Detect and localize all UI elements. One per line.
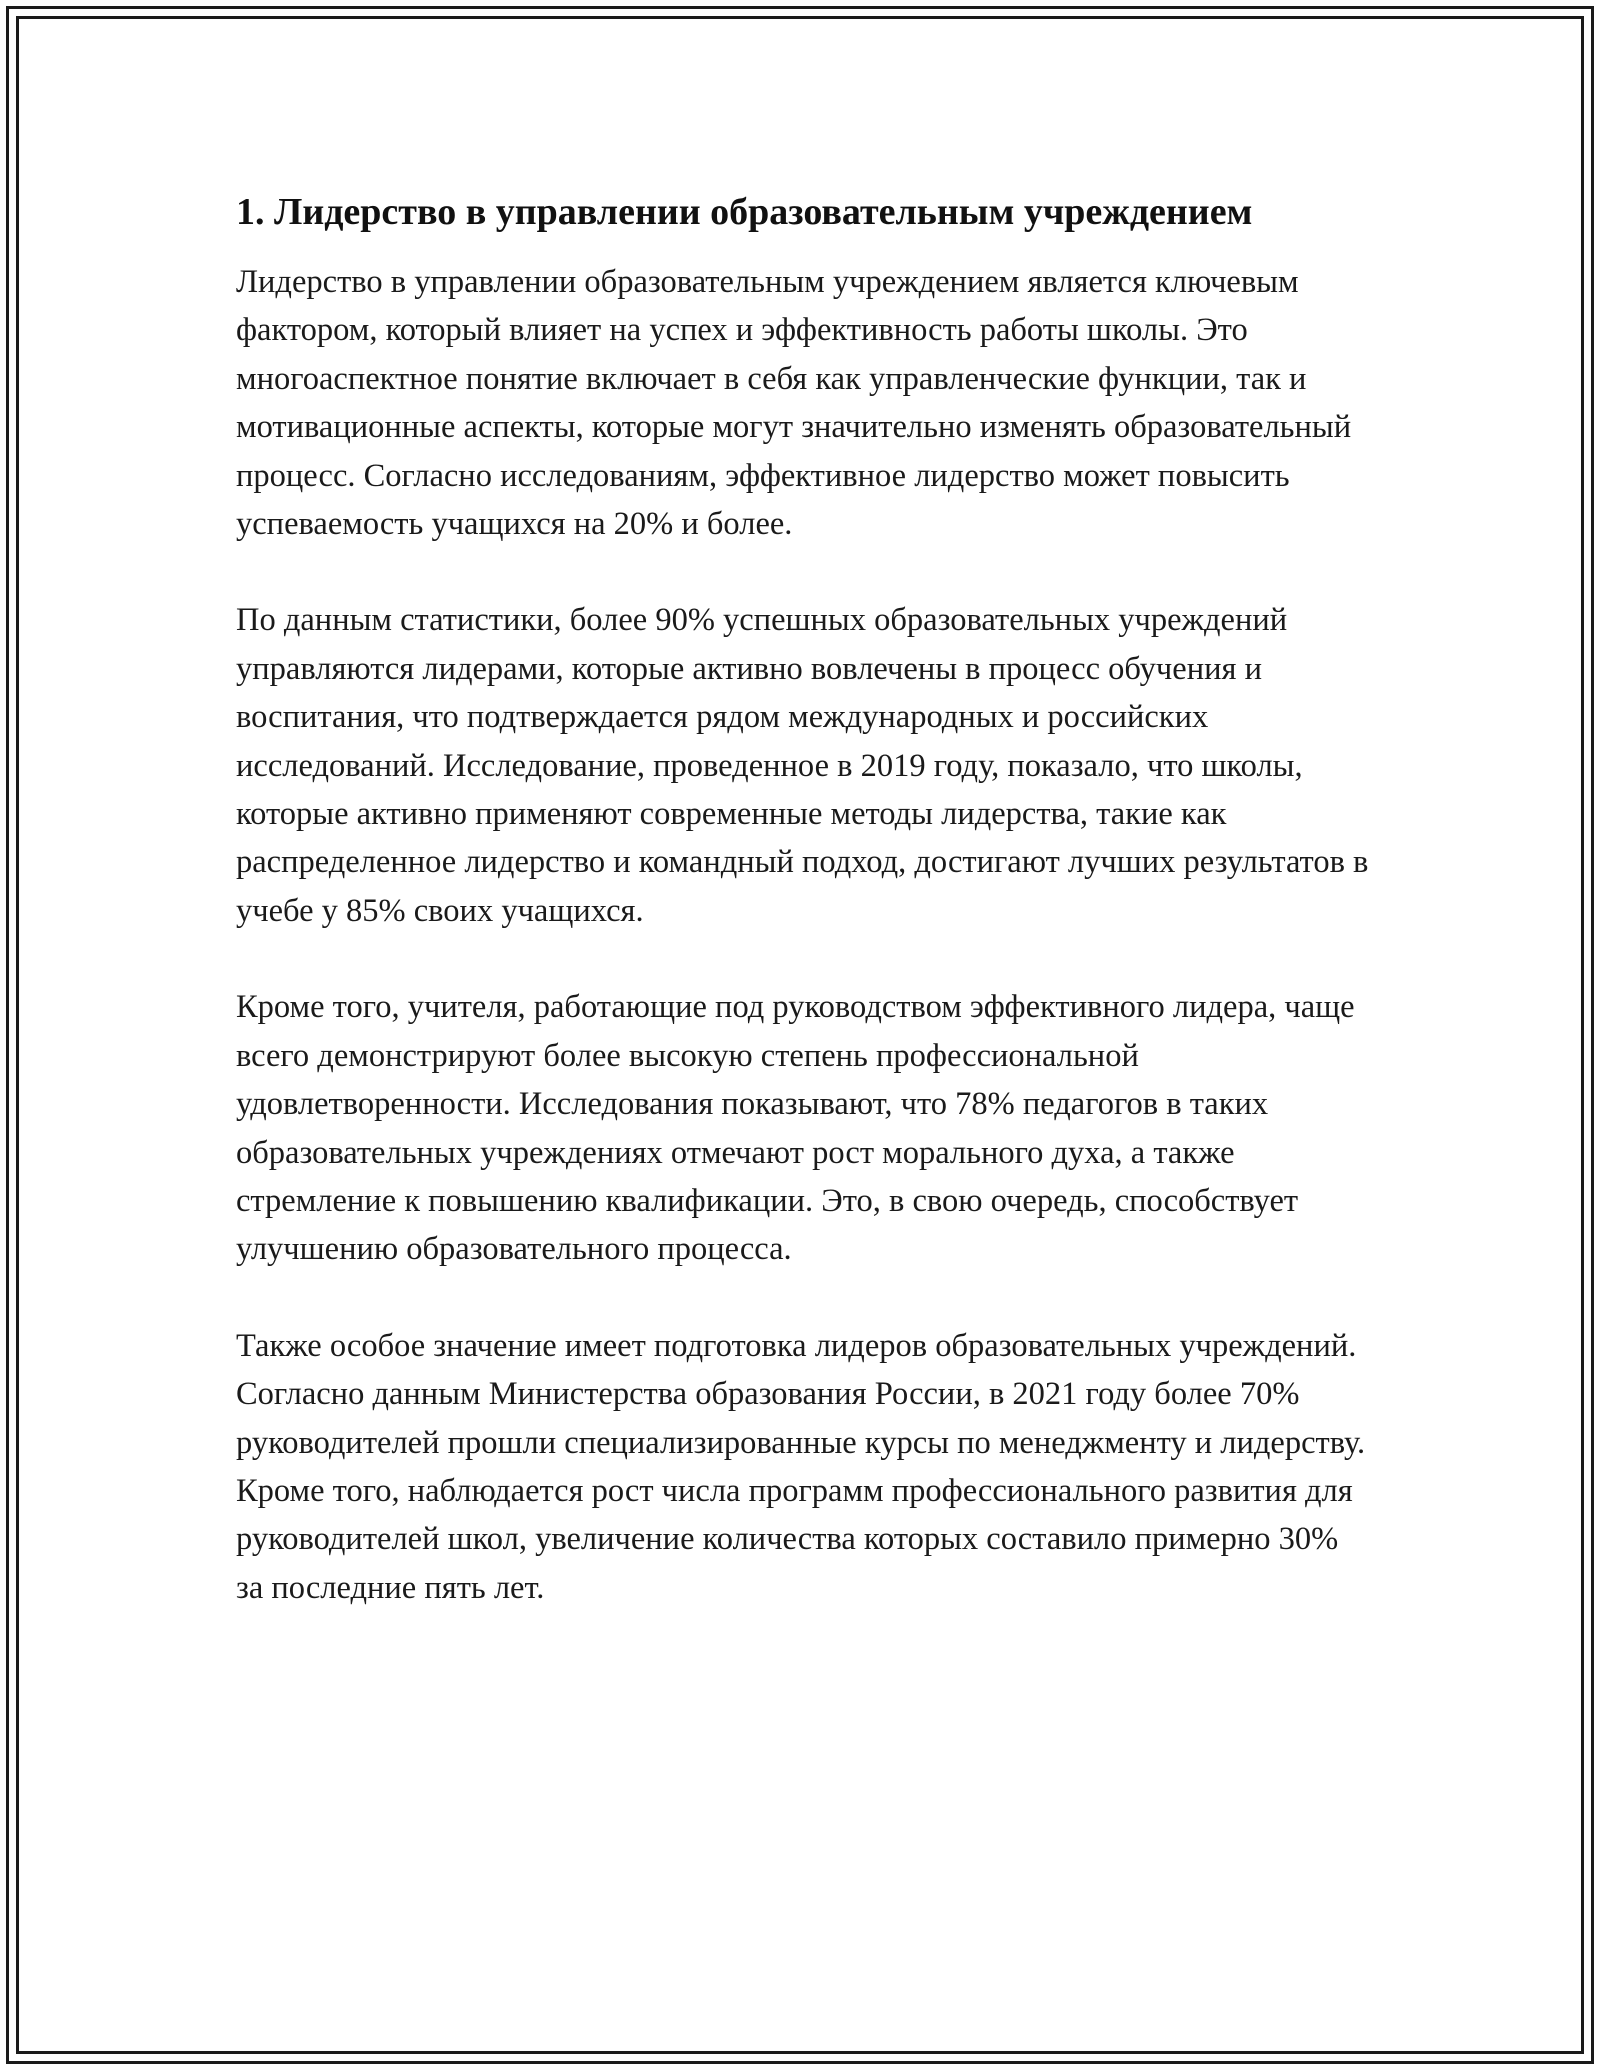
paragraph-4: Также особое значение имеет подготовка лидеров образовательных учреждений. Согласно данным Министерства образования России, в 2021 году более 70% руководителей прошли специализированные курсы по менеджменту и лидерству. Кроме того, наблюдается рост числа программ профессионального развития для руководителей школ, увеличение количества которых составило примерно 30% за последние пять лет. bbox=[236, 1327, 1366, 1606]
document-body bbox=[236, 186, 1372, 1660]
section-heading: 1. Лидерство в управлении образовательным учреждением bbox=[236, 191, 1253, 233]
paragraph-1: Лидерство в управлении образовательным учреждением является ключевым фактором, который влияет на успех и эффективность работы школы. Это многоаспектное понятие включает в себя как управленческие функции, так и мотивационные аспекты, которые могут значительно изменять образовательный процесс. Согласно исследованиям, эффективное лидерство может повысить успеваемость учащихся на 20% и более. bbox=[236, 264, 1352, 543]
paragraph-3: Кроме того, учителя, работающие под руководством эффективного лидера, чаще всего демонстрируют более высокую степень профессиональной удовлетворенности. Исследования показывают, что 78% педагогов в таких образовательных учреждениях отмечают рост морального духа, а также стремление к повышению квалификации. Это, в свою очередь, способствует улучшению образовательного процесса. bbox=[236, 989, 1355, 1268]
paragraph-2: По данным статистики, более 90% успешных образовательных учреждений управляются лидерами, которые активно вовлечены в процесс обучения и воспитания, что подтверждается рядом международных и российских исследований. Исследование, проведенное в 2019 году, показало, что школы, которые активно применяют современные методы лидерства, такие как распределенное лидерство и командный подход, достигают лучших результатов в учебе у 85% своих учащихся. bbox=[236, 602, 1369, 929]
